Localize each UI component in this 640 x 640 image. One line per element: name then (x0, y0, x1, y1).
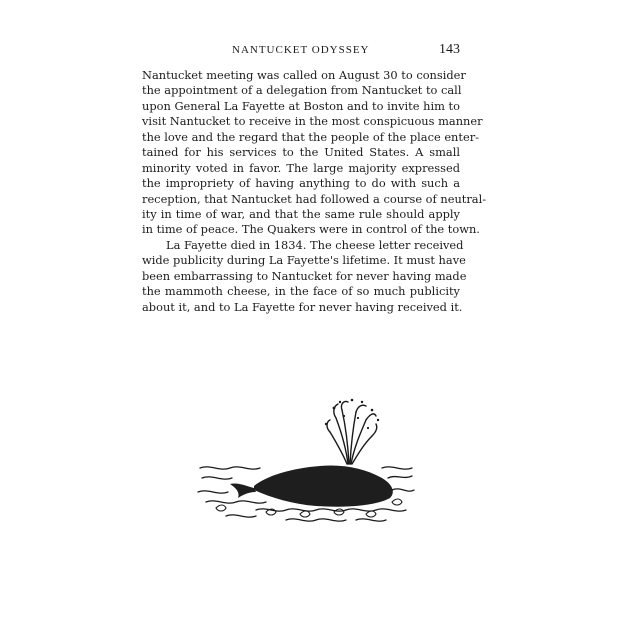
text-line: been embarrassing to Nantucket for never having made (142, 268, 467, 283)
body-text (142, 68, 487, 315)
text-line: ity in time of war, and that the same rule should apply (142, 206, 460, 221)
text-line: reception, that Nantucket had followed a course of neutral- (142, 191, 487, 206)
running-head (142, 44, 460, 64)
text-line: visit Nantucket to receive in the most conspicuous manner (142, 114, 483, 129)
spouting-whale-icon (196, 398, 416, 528)
text-line: upon General La Fayette at Boston and to invite him to (142, 98, 460, 113)
text-line: La Fayette died in 1834. The cheese letter received (166, 237, 464, 252)
text-line: Nantucket meeting was called on August 30 to consider (142, 68, 466, 82)
text-line: tained for his services to the United States. A small (142, 145, 460, 160)
text-line: in time of peace. The Quakers were in control of the town. (142, 222, 480, 237)
text-line: the love and the regard that the people of the place enter- (142, 129, 480, 144)
text-line: the impropriety of having anything to do with such a (142, 176, 460, 191)
running-title: NANTUCKET ODYSSEY (232, 44, 370, 56)
text-line: wide publicity during La Fayette's lifetime. It must have (142, 253, 466, 268)
page-number: 143 (439, 42, 460, 57)
text-line: minority voted in favor. The large majority expressed (142, 160, 460, 175)
text-line: the appointment of a delegation from Nantucket to call (142, 83, 462, 98)
text-line: about it, and to La Fayette for never having received it. (142, 299, 463, 314)
text-line: the mammoth cheese, in the face of so much publicity (142, 284, 460, 299)
